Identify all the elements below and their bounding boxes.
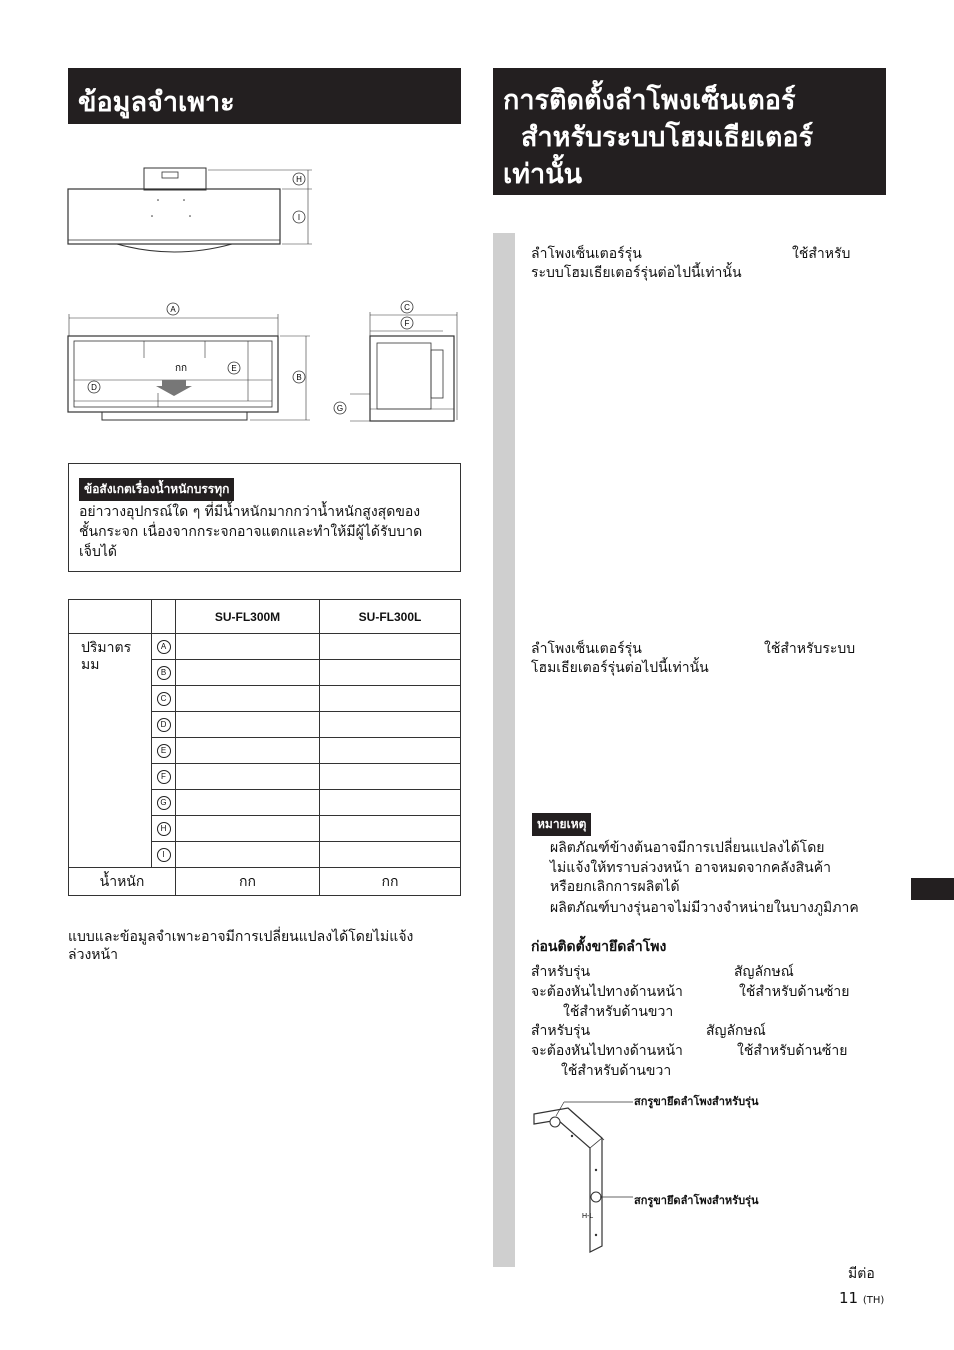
caution-title: ข้อสังเกตเรื่องน้ำหนักบรรทุก [79,478,234,501]
weight-unit: กก [320,868,461,896]
note-line: ผลิตภัณฑ์ข้างต้นอาจมีการเปลี่ยนแปลงได้โดย [550,840,825,856]
label-d: D [91,383,97,392]
page-tab-marker [911,878,954,900]
section-bar [493,233,515,1267]
para1-b: ใช้สำหรับ [792,246,851,262]
inst1-e: ใช้สำหรับด้านขวา [563,1004,674,1020]
inst2-b: สัญลักษณ์ [706,1023,766,1039]
para1-c: ระบบโฮมเธียเตอร์รุ่นต่อไปนี้เท่านั้น [531,265,742,281]
row-label-i: I [157,848,171,862]
caution-line: เจ็บได้ [79,544,118,560]
inst2-d: ใช้สำหรับด้านซ้าย [737,1043,848,1059]
note-line: ผลิตภัณฑ์บางรุ่นอาจไม่มีวางจำหน่ายในบางภูมิภาค [550,900,859,916]
table-header-row [69,600,461,634]
inst1-a: สำหรับรุ่น [531,964,591,980]
continued-label: มีต่อ [848,1266,875,1282]
para2-b: ใช้สำหรับระบบ [764,641,856,657]
inst1-b: สัญลักษณ์ [734,964,794,980]
row-label-f: F [157,770,171,784]
row-label-g: G [157,796,171,810]
front-view-diagram [62,298,322,428]
label-e: E [231,364,237,373]
specifications-footnote: แบบและข้อมูลจำเพาะอาจมีการเปลี่ยนแปลงได้โดยไม่แจ้ง ล่วงหน้า [68,929,414,963]
row-label-c: C [157,692,171,706]
inst1-c: จะต้องหันไปทางด้านหน้า [531,984,683,1000]
label-i: I [297,213,301,222]
caution-line: อย่าวางอุปกรณ์ใด ๆ ที่มีน้ำหนักมากกว่าน้ำหนักสูงสุดของ [79,504,421,520]
row-label-b: B [157,666,171,680]
label-a: A [170,305,176,314]
label-g: G [336,404,344,413]
label-b: B [296,373,302,382]
speaker-bracket-illustration [528,1090,638,1255]
note-line: ไม่แจ้งให้ทราบล่วงหน้า อาจหมดจากคลังสินค้า [550,860,831,876]
note-line: หรือยกเลิกการผลิตได้ [550,879,680,895]
row-label-a: A [157,640,171,654]
inst2-e: ใช้สำหรับด้านขวา [561,1063,672,1079]
center-speaker-heading: การติดตั้งลำโพงเซ็นเตอร์ สำหรับระบบโฮมเธียเตอร์ เท่านั้น [493,68,886,195]
label-f: F [404,319,410,328]
page-number: 11 (TH) [839,1289,885,1307]
para2-a: ลำโพงเซ็นเตอร์รุ่น [531,641,642,657]
weight-label: น้ำหนัก [69,868,176,896]
bracket-callout-1: สกรูขายึดลำโพงสำหรับรุ่น [634,1095,759,1108]
inst2-c: จะต้องหันไปทางด้านหน้า [531,1043,683,1059]
caution-body [79,502,455,562]
para2-c: โฮมเธียเตอร์รุ่นต่อไปนี้เท่านั้น [531,660,709,676]
caution-line: ชั้นกระจก เนื่องจากกระจกอาจแตกและทำให้มีผู้ได้รับบาด [79,524,423,540]
dimensions-label: ปริมาตร มม [69,634,152,868]
weight-caution-box [68,463,461,572]
label-c: C [404,303,410,312]
bracket-subheading: ก่อนติดตั้งขายึดลำโพง [531,939,667,955]
specifications-heading: ข้อมูลจำเพาะ [68,68,461,124]
kg-label: กก [174,363,188,374]
label-h: H [296,175,302,184]
row-label-h: H [157,822,171,836]
specifications-table [68,599,461,896]
table-row [69,634,461,660]
row-label-d: D [157,718,171,732]
inst2-a: สำหรับรุ่น [531,1023,591,1039]
weight-unit: กก [176,868,320,896]
para1-a: ลำโพงเซ็นเตอร์รุ่น [531,246,642,262]
weight-row [69,868,461,896]
note-title: หมายเหตุ [532,813,591,836]
column-header-su-fl300l: SU-FL300L [320,600,461,634]
side-view-diagram [330,298,460,428]
bracket-mark: H-L [582,1213,594,1220]
top-view-diagram [62,160,322,265]
bracket-callout-2: สกรูขายึดลำโพงสำหรับรุ่น [634,1194,759,1207]
row-label-e: E [157,744,171,758]
inst1-d: ใช้สำหรับด้านซ้าย [739,984,850,1000]
column-header-su-fl300m: SU-FL300M [176,600,320,634]
